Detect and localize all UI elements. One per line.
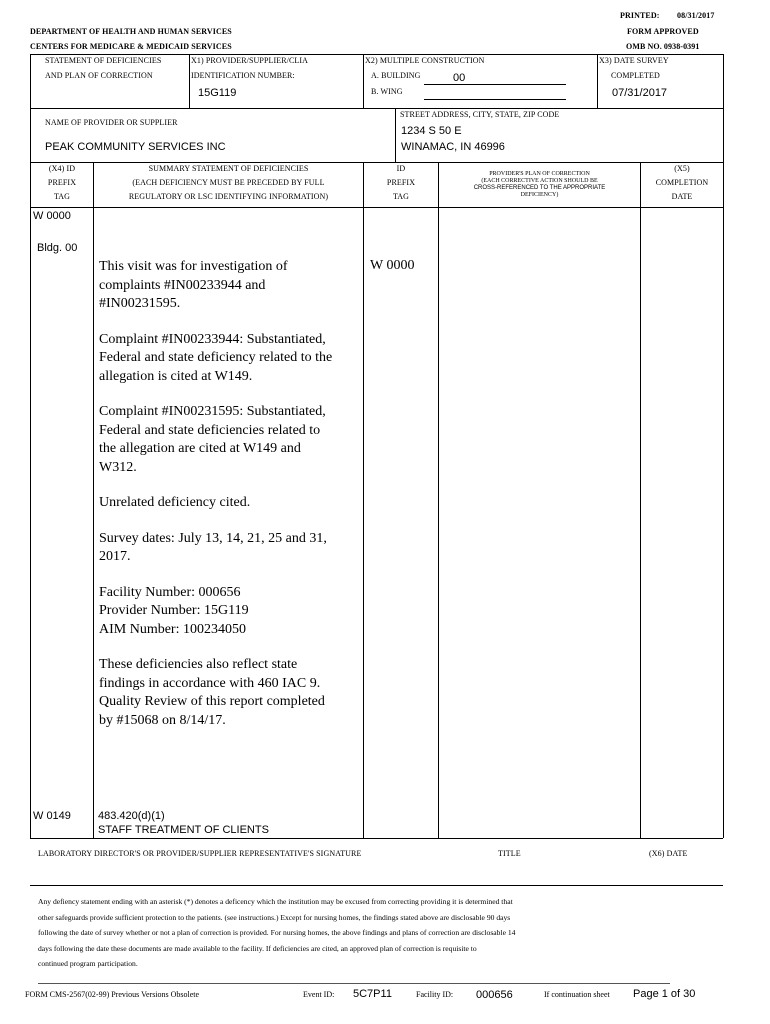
divider-address xyxy=(395,108,396,162)
id-header-3: TAG xyxy=(392,192,410,201)
continuation-label: If continuation sheet xyxy=(544,990,610,999)
x5-header-2: COMPLETION xyxy=(655,178,709,187)
x2-label: X2) MULTIPLE CONSTRUCTION xyxy=(365,56,485,65)
facility-id-label: Facility ID: xyxy=(416,990,454,999)
provider-name-label: NAME OF PROVIDER OR SUPPLIER xyxy=(45,118,178,127)
narrative-paragraph: These deficiencies also reflect state findings in accordance with 460 IAC 9. Quality Review of this report completed by #15068 on 8/14/17. xyxy=(99,657,325,728)
id-header-2: PREFIX xyxy=(386,178,416,187)
page-number: Page 1 of 30 xyxy=(633,988,696,1000)
plan-header-3: CROSS-REFERENCED TO THE APPROPRIATE xyxy=(473,185,606,191)
x2-wing-underline xyxy=(424,99,566,100)
x4-header-2: PREFIX xyxy=(47,178,77,187)
form-number: FORM CMS-2567(02-99) Previous Versions Obsolete xyxy=(25,990,200,999)
divider-col-id xyxy=(438,162,439,838)
disclaimer-line: Any defiency statement ending with an asterisk (*) denotes a deficency which the institution may be excused from correcting providing it is determined that xyxy=(38,897,513,906)
regulation-number: 483.420(d)(1) xyxy=(98,810,165,822)
divider-x2 xyxy=(363,54,364,108)
plan-header xyxy=(439,171,640,199)
printed-label: PRINTED: xyxy=(620,11,660,20)
plan-header-2: (EACH CORRECTIVE ACTION SHOULD BE xyxy=(481,178,598,184)
facility-id-value: 000656 xyxy=(476,989,513,1001)
event-id-value: 5C7P11 xyxy=(353,988,392,1000)
omb-number: OMB NO. 0938-0391 xyxy=(626,42,700,51)
divider-col-plan xyxy=(640,162,641,838)
narrative-paragraph: Facility Number: 000656 Provider Number: 15G119 AIM Number: 100234050 xyxy=(99,584,249,637)
x2-building-value: 00 xyxy=(453,72,466,84)
agency-line2: CENTERS FOR MEDICARE & MEDICAID SERVICES xyxy=(30,42,232,51)
plan-header-4: DEFICIENCY) xyxy=(520,192,559,198)
x4-header xyxy=(31,164,93,201)
address-line1: 1234 S 50 E xyxy=(401,125,462,137)
summary-header-1: SUMMARY STATEMENT OF DEFICIENCIES xyxy=(148,164,309,173)
address-line2: WINAMAC, IN 46996 xyxy=(401,141,505,153)
address-label: STREET ADDRESS, CITY, STATE, ZIP CODE xyxy=(400,110,560,119)
signature-label: LABORATORY DIRECTOR'S OR PROVIDER/SUPPLIER REPRESENTATIVE'S SIGNATURE xyxy=(38,849,362,858)
footer-rule xyxy=(38,983,670,984)
summary-header xyxy=(94,164,363,201)
tag-w0149: W 0149 xyxy=(33,810,71,822)
right-border xyxy=(723,54,724,838)
disclaimer-line: continued program participation. xyxy=(38,959,138,968)
x5-header-3: DATE xyxy=(671,192,693,201)
narrative-paragraph: This visit was for investigation of complaints #IN00233944 and #IN00231595. xyxy=(99,259,288,311)
x3-value: 07/31/2017 xyxy=(612,87,668,99)
title-label: TITLE xyxy=(498,849,521,858)
disclaimer-line: other safeguards provide sufficient protection to the patients. (see instructions.) Except for nursing homes, the findings stated above are disclosable 90 days xyxy=(38,912,511,922)
regulation-title: STAFF TREATMENT OF CLIENTS xyxy=(98,824,269,836)
narrative-paragraph: Complaint #IN00233944: Substantiated, Federal and state deficiency related to the allegation is cited at W149. xyxy=(99,331,333,384)
summary-header-2: (EACH DEFICIENCY MUST BE PRECEDED BY FULL xyxy=(132,178,325,187)
form-approved: FORM APPROVED xyxy=(627,27,699,36)
divider-x1 xyxy=(189,54,190,108)
divider-x3 xyxy=(597,54,598,108)
x2-building-underline xyxy=(424,84,566,85)
right-tag-w0000: W 0000 xyxy=(370,258,415,273)
x3-label-1: X3) DATE SURVEY xyxy=(599,56,669,65)
column-header-bottom-rule xyxy=(30,207,723,208)
narrative-paragraph: Unrelated deficiency cited. xyxy=(99,495,251,510)
disclaimer-line: days following the date these documents are made available to the facility. If deficiencies are cited, an approved plan of correction is requisite to xyxy=(38,943,477,953)
divider-col-summary xyxy=(363,162,364,838)
provider-name-value: PEAK COMMUNITY SERVICES INC xyxy=(45,141,226,153)
printed-date: 08/31/2017 xyxy=(677,11,715,20)
disclaimer xyxy=(38,894,723,972)
x6-date-label: (X6) DATE xyxy=(649,849,688,858)
x1-label-2: IDENTIFICATION NUMBER: xyxy=(191,71,295,80)
x5-header-1: (X5) xyxy=(674,164,690,173)
x2-wing-label: B. WING xyxy=(371,87,403,96)
signature-rule xyxy=(30,885,723,886)
table-bottom-rule xyxy=(30,838,723,839)
statement-label-2: AND PLAN OF CORRECTION xyxy=(45,71,153,80)
deficiency-narrative xyxy=(99,258,361,747)
tag-w0000: W 0000 xyxy=(33,210,71,222)
plan-header-1: PROVIDER'S PLAN OF CORRECTION xyxy=(489,171,590,177)
x3-label-2: COMPLETED xyxy=(611,71,660,80)
x1-label-1: X1) PROVIDER/SUPPLIER/CLIA xyxy=(191,56,309,65)
statement-label-1: STATEMENT OF DEFICIENCIES xyxy=(45,56,162,65)
divider-col-prefix xyxy=(93,162,94,838)
x2-building-label: A. BUILDING xyxy=(371,71,421,80)
narrative-paragraph: Survey dates: July 13, 14, 21, 25 and 31, 2017. xyxy=(99,530,327,564)
id-header xyxy=(364,164,438,201)
x1-value: 15G119 xyxy=(198,87,237,99)
event-id-label: Event ID: xyxy=(303,990,335,999)
narrative-paragraph: Complaint #IN00231595: Substantiated, Federal and state deficiencies related to the allegation are cited at W149 and W312. xyxy=(99,404,326,475)
building-label: Bldg. 00 xyxy=(37,242,78,254)
column-header-top-rule xyxy=(30,162,723,163)
x5-header xyxy=(641,164,723,201)
summary-header-3: REGULATORY OR LSC IDENTIFYING INFORMATION) xyxy=(128,192,329,201)
agency-line1: DEPARTMENT OF HEALTH AND HUMAN SERVICES xyxy=(30,27,232,36)
x4-header-3: TAG xyxy=(53,192,71,201)
x4-header-1: (X4) ID xyxy=(48,164,76,173)
header-mid-rule xyxy=(30,108,723,109)
header-top-rule xyxy=(30,54,723,55)
id-header-1: ID xyxy=(396,164,406,173)
disclaimer-line: following the date of survey whether or not a plan of correction is provided. For nursing homes, the above findings and plans of correction are disclosable 14 xyxy=(38,928,516,937)
